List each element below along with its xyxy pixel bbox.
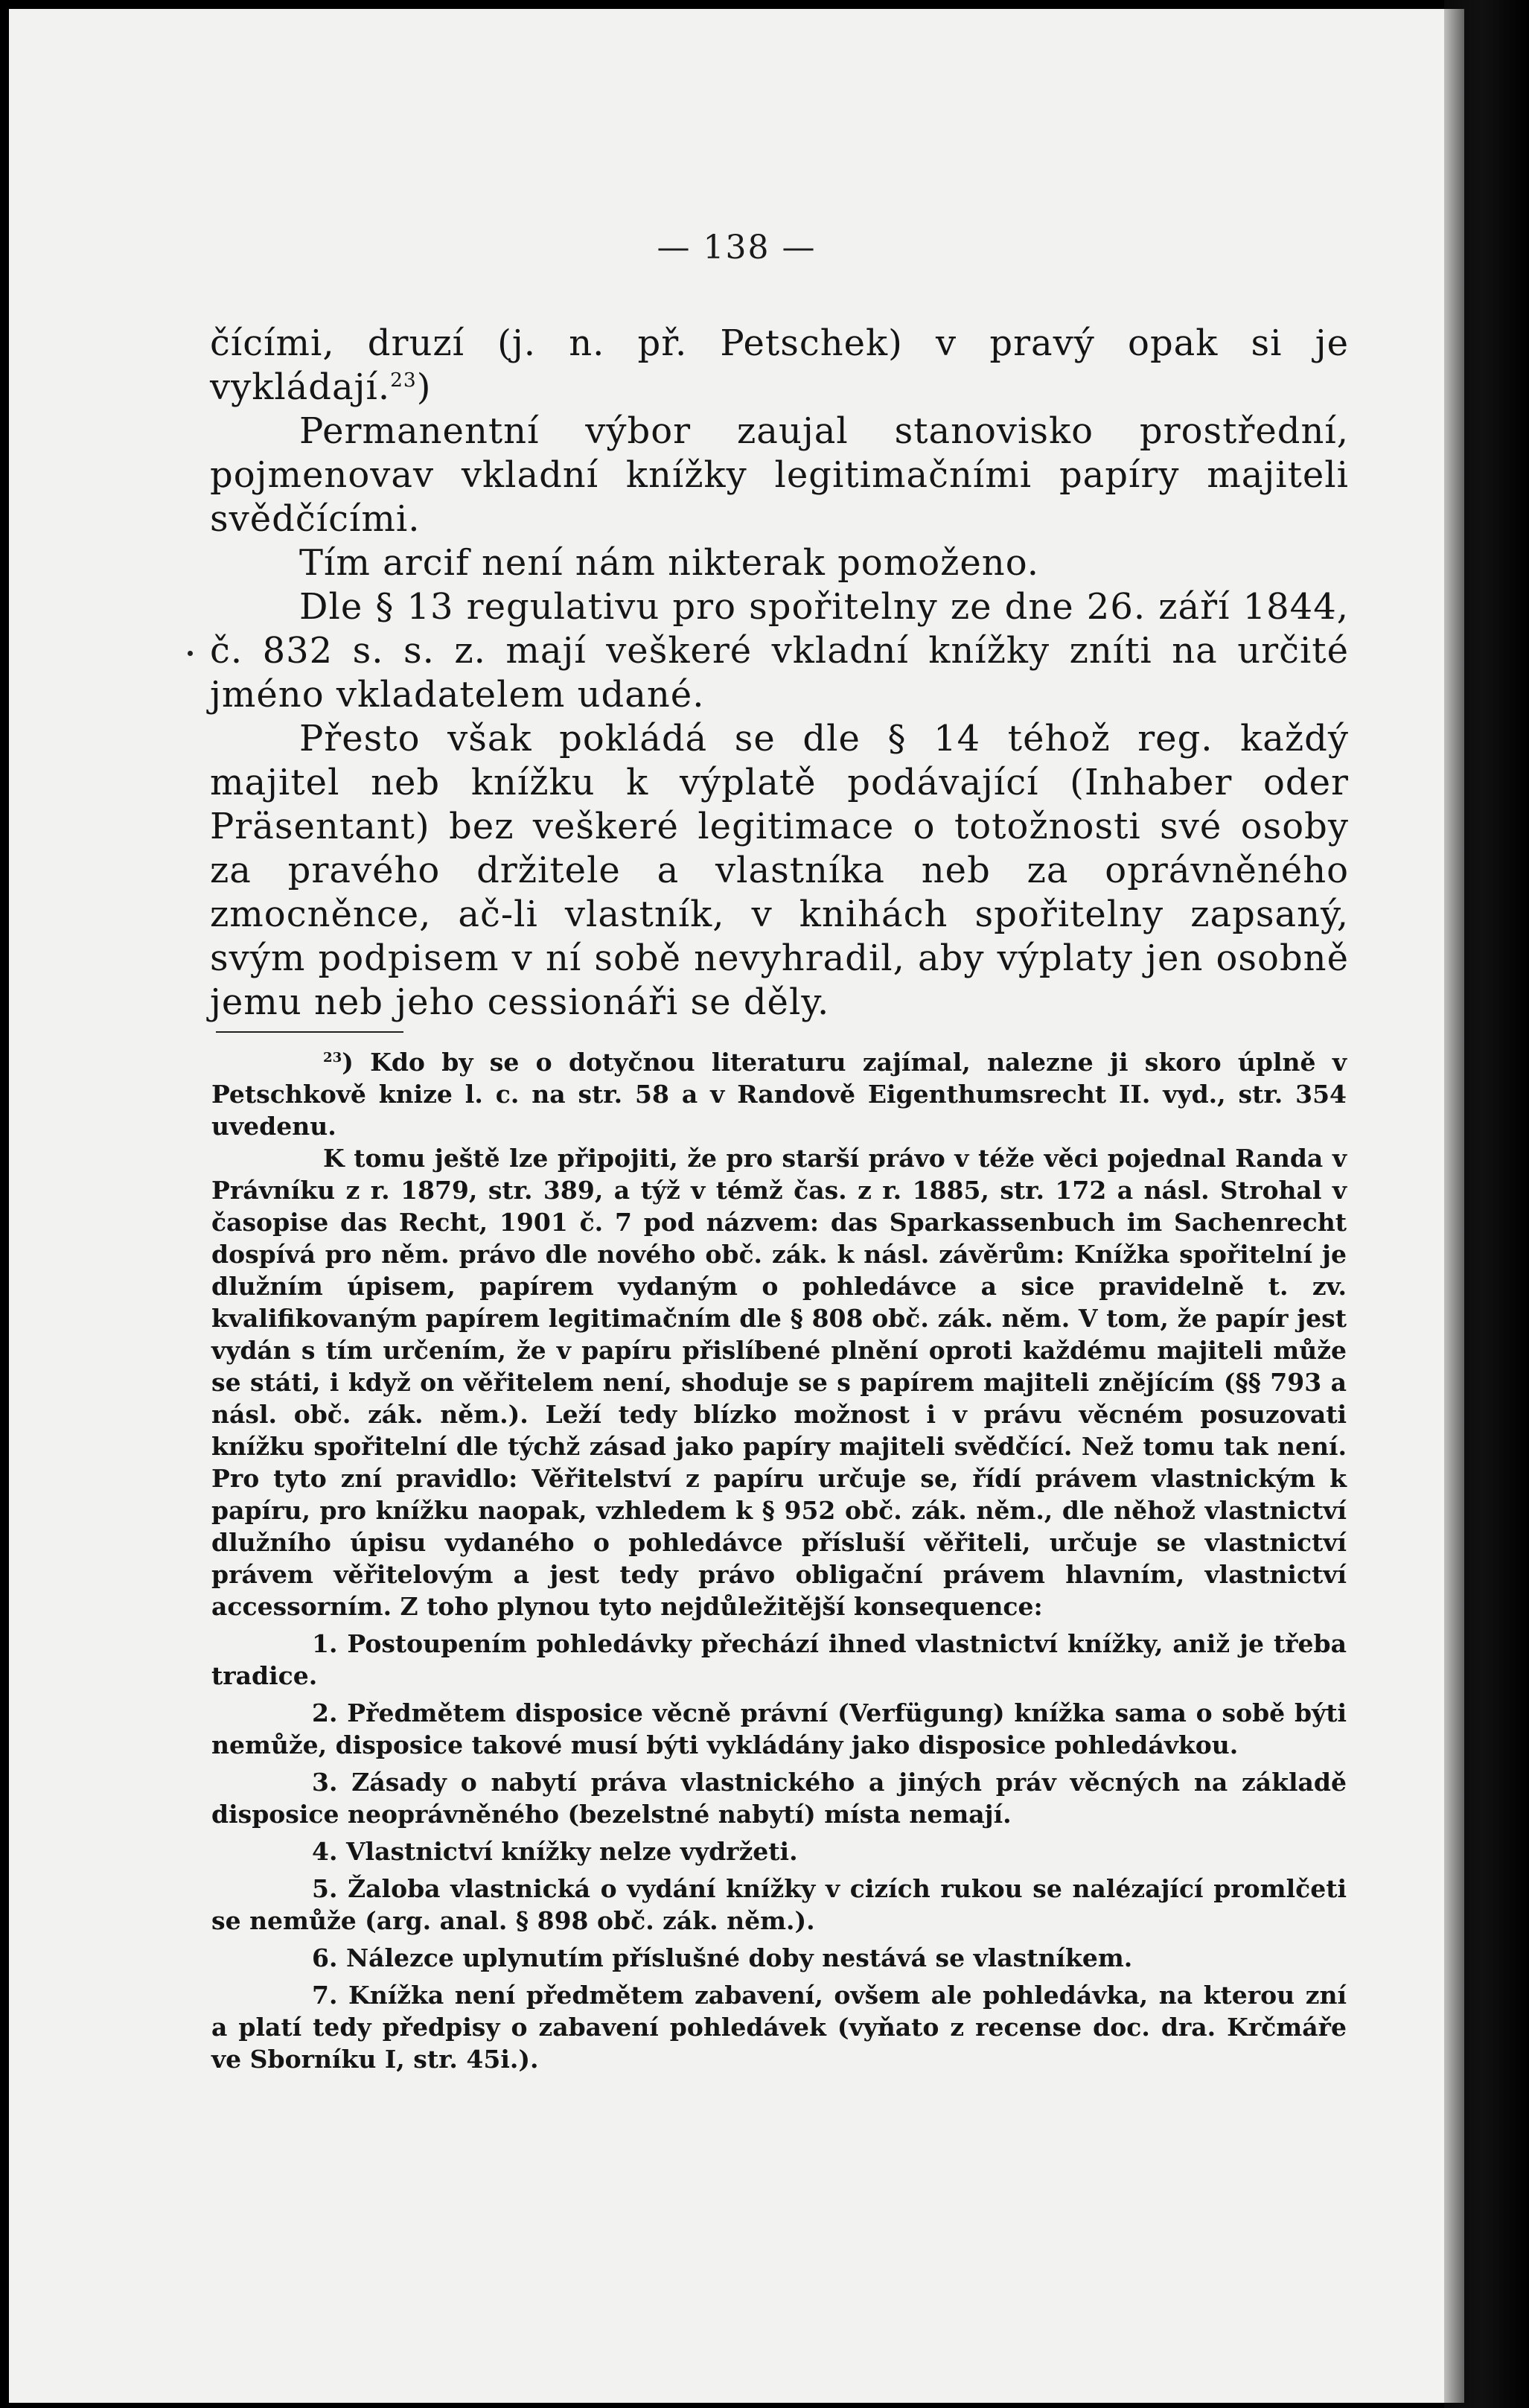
consequence-item-2: 2. Předmětem disposice věcně právní (Verfügung) knížka sama o sobě býti nemůže, disposice takové musí býti vykládány jako disposice pohledávkou. (211, 1698, 1347, 1759)
paragraph-1-text: čícími, druzí (j. n. př. Petschek) v pravý opak si je vykládají. (210, 322, 1349, 408)
consequence-item-7: 7. Knížka není předmětem zabavení, ovšem ale pohledávka, na kterou zní a platí tedy předpisy o zabavení pohledávek (vyňato z recense doc. dra. Krčmáře ve Sborníku I, str. 45i.). (211, 1981, 1347, 2074)
paragraph-5: Přesto však pokládá se dle § 14 téhož reg. každý majitel neb knížku k výplatě podávající (Inhaber oder Präsentant) bez veškeré legitimace o totožnosti své osoby za pravého držitele a vlastníka neb za oprávněného zmocněnce, ač-li vlastník, v knihách spořitelny zapsaný, svým podpisem v ní sobě nevyhradil, aby výplaty jen osobně jemu neb jeho cessionáři se děly. (210, 718, 1349, 1023)
margin-dot (188, 651, 193, 656)
consequence-item-6: 6. Nálezce uplynutím příslušné doby nestává se vlastníkem. (312, 1943, 1133, 1972)
footnote-23 (211, 1046, 1347, 1142)
footnote-mark-23: 23 (323, 1050, 342, 1066)
main-text (210, 322, 1349, 1025)
footnote-23-paragraph-2: K tomu ještě lze připojiti, že pro starší právo v téže věci pojednal Randa v Právníku z r. 1879, str. 389, a týž v témž čas. z r. 1885, str. 172 a násl. Strohal v časopise das Recht, 1901 č. 7 pod názvem: das Sparkassenbuch im Sachenrecht dospívá pro něm. právo dle nového obč. zák. k násl. závěrům: Knížka spořitelní je dlužním úpisem, papírem vydaným o pohledávce a sice pravidelně t. zv. kvalifikovaným papírem legitimačním dle § 808 obč. zák. něm. V tom, že papír jest vydán s tím určením, že v papíru přislíbené plnění oproti každému majiteli může se státi, i když on věřitelem není, shoduje se s papírem majiteli znějícím (§§ 793 a násl. obč. zák. něm.). Leží tedy blízko možnost i v právu věcném posuzovati knížku spořitelní dle týchž zásad jako papíry majiteli svědčící. Než tomu tak není. Pro tyto zní pravidlo: Věřitelství z papíru určuje se, řídí právem vlastnickým k papíru, pro knížku naopak, vzhledem k § 952 obč. zák. něm., dle něhož vlastnictví dlužního úpisu vydaného o pohledávce přísluší věřiteli, určuje se vlastnictví právem věřitelovým a jest tedy právo obligační právem hlavním, vlastnictví accessorním. Z toho plynou tyto nejdůležitější konsequence: (211, 1144, 1347, 1621)
footnote-ref-paren: ) (416, 366, 432, 408)
footnotes (211, 1046, 1347, 2075)
consequence-item-5: 5. Žaloba vlastnická o vydání knížky v cizích rukou se nalézající promlčeti se nemůže (arg. anal. § 898 obč. zák. něm.). (211, 1874, 1347, 1935)
consequence-item-1: 1. Postoupením pohledávky přechází ihned vlastnictví knížky, aniž je třeba tradice. (211, 1629, 1347, 1690)
paragraph-2: Permanentní výbor zaujal stanovisko prostřední, pojmenovav vkladní knížky legitimačními papíry majiteli svědčícími. (210, 410, 1349, 540)
consequence-item-4: 4. Vlastnictví knížky nelze vydržeti. (312, 1837, 798, 1866)
footnote-23-text: Kdo by se o dotyčnou literaturu zajímal, nalezne ji skoro úplně v Petschkově knize l. c. na str. 58 a v Randově Eigenthumsrecht II. vyd., str. 354 uvedenu. (211, 1048, 1347, 1141)
footnote-ref-23: 23 (390, 369, 417, 392)
page-number: — 138 — (657, 229, 817, 267)
footnote-separator (216, 1031, 403, 1033)
consequence-item-3: 3. Zásady o nabytí práva vlastnického a jiných práv věcných na základě disposice neoprávněného (bezelstné nabytí) místa nemají. (211, 1768, 1347, 1829)
book-spine-shadow (1444, 0, 1529, 2408)
paragraph-continued (210, 322, 1349, 410)
footnote-mark-paren: ) (342, 1048, 354, 1077)
paragraph-4: Dle § 13 regulativu pro spořitelny ze dne 26. září 1844, č. 832 s. s. z. mají veškeré vkladní knížky zníti na určité jméno vkladatelem udané. (210, 586, 1349, 716)
scanned-page (9, 9, 1464, 2403)
paragraph-3: Tím arcif není nám nikterak pomoženo. (299, 542, 1040, 584)
